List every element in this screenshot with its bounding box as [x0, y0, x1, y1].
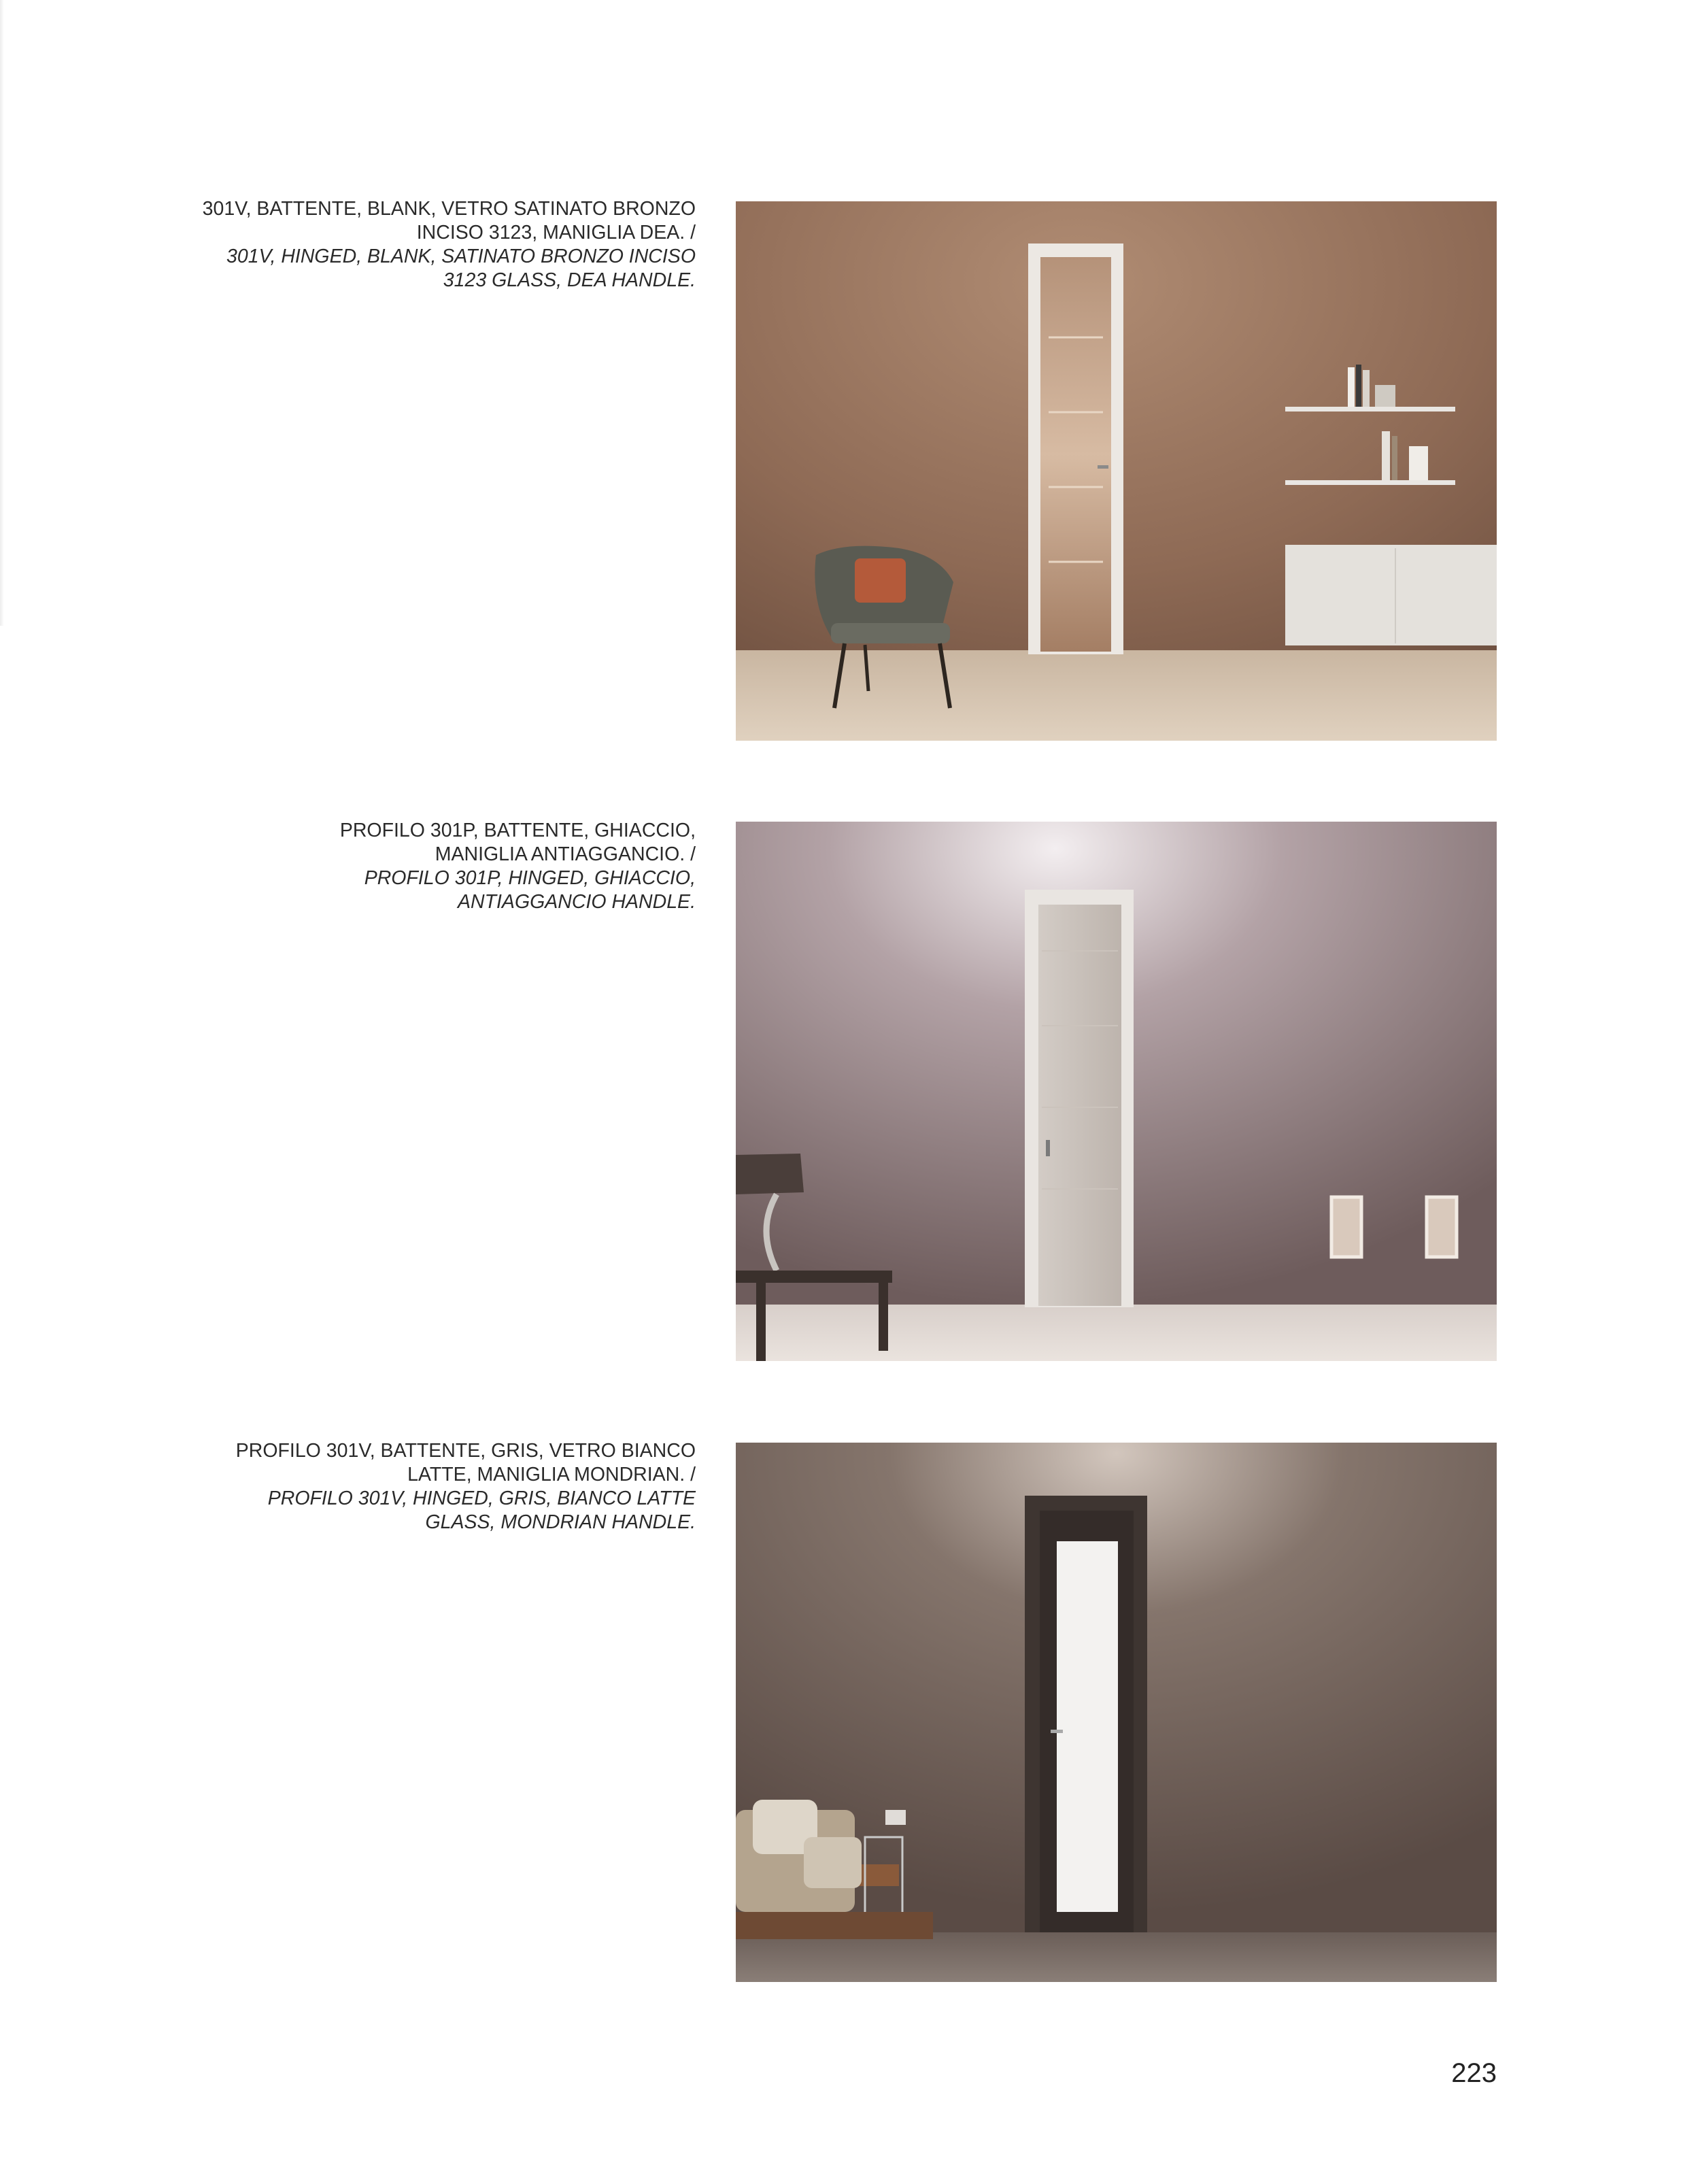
- caption-italian-line-2: MANIGLIA ANTIAGGANCIO. /: [435, 843, 696, 865]
- photo-door-301p-mauve-room: [736, 822, 1497, 1361]
- caption-english-line-1: PROFILO 301V, HINGED, GRIS, BIANCO LATTE: [267, 1488, 696, 1509]
- caption-italian-line-2: LATTE, MANIGLIA MONDRIAN. /: [407, 1464, 696, 1485]
- caption-english-line-2: ANTIAGGANCIO HANDLE.: [458, 891, 696, 913]
- caption-italian-line-1: PROFILO 301V, BATTENTE, GRIS, VETRO BIANCO: [235, 1440, 696, 1462]
- caption-italian-line-1: PROFILO 301P, BATTENTE, GHIACCIO,: [339, 820, 696, 841]
- photo-door-301v-taupe-room: [736, 1443, 1497, 1982]
- page-edge-shadow: [0, 0, 4, 626]
- page-number: 223: [1451, 2058, 1497, 2088]
- caption-english-line-1: 301V, HINGED, BLANK, SATINATO BRONZO INCISO: [226, 246, 696, 267]
- caption-english-line-2: 3123 GLASS, DEA HANDLE.: [443, 269, 696, 291]
- caption-301v-blank: [179, 197, 696, 292]
- caption-301p-ghiaccio: [179, 819, 696, 914]
- caption-italian-line-1: 301V, BATTENTE, BLANK, VETRO SATINATO BRONZO: [202, 198, 696, 220]
- photo-door-301v-bronze-room: [736, 201, 1497, 741]
- caption-italian-line-2: INCISO 3123, MANIGLIA DEA. /: [416, 222, 696, 243]
- caption-301v-gris: [179, 1439, 696, 1534]
- caption-english-line-2: GLASS, MONDRIAN HANDLE.: [425, 1511, 696, 1533]
- caption-english-line-1: PROFILO 301P, HINGED, GHIACCIO,: [364, 867, 696, 889]
